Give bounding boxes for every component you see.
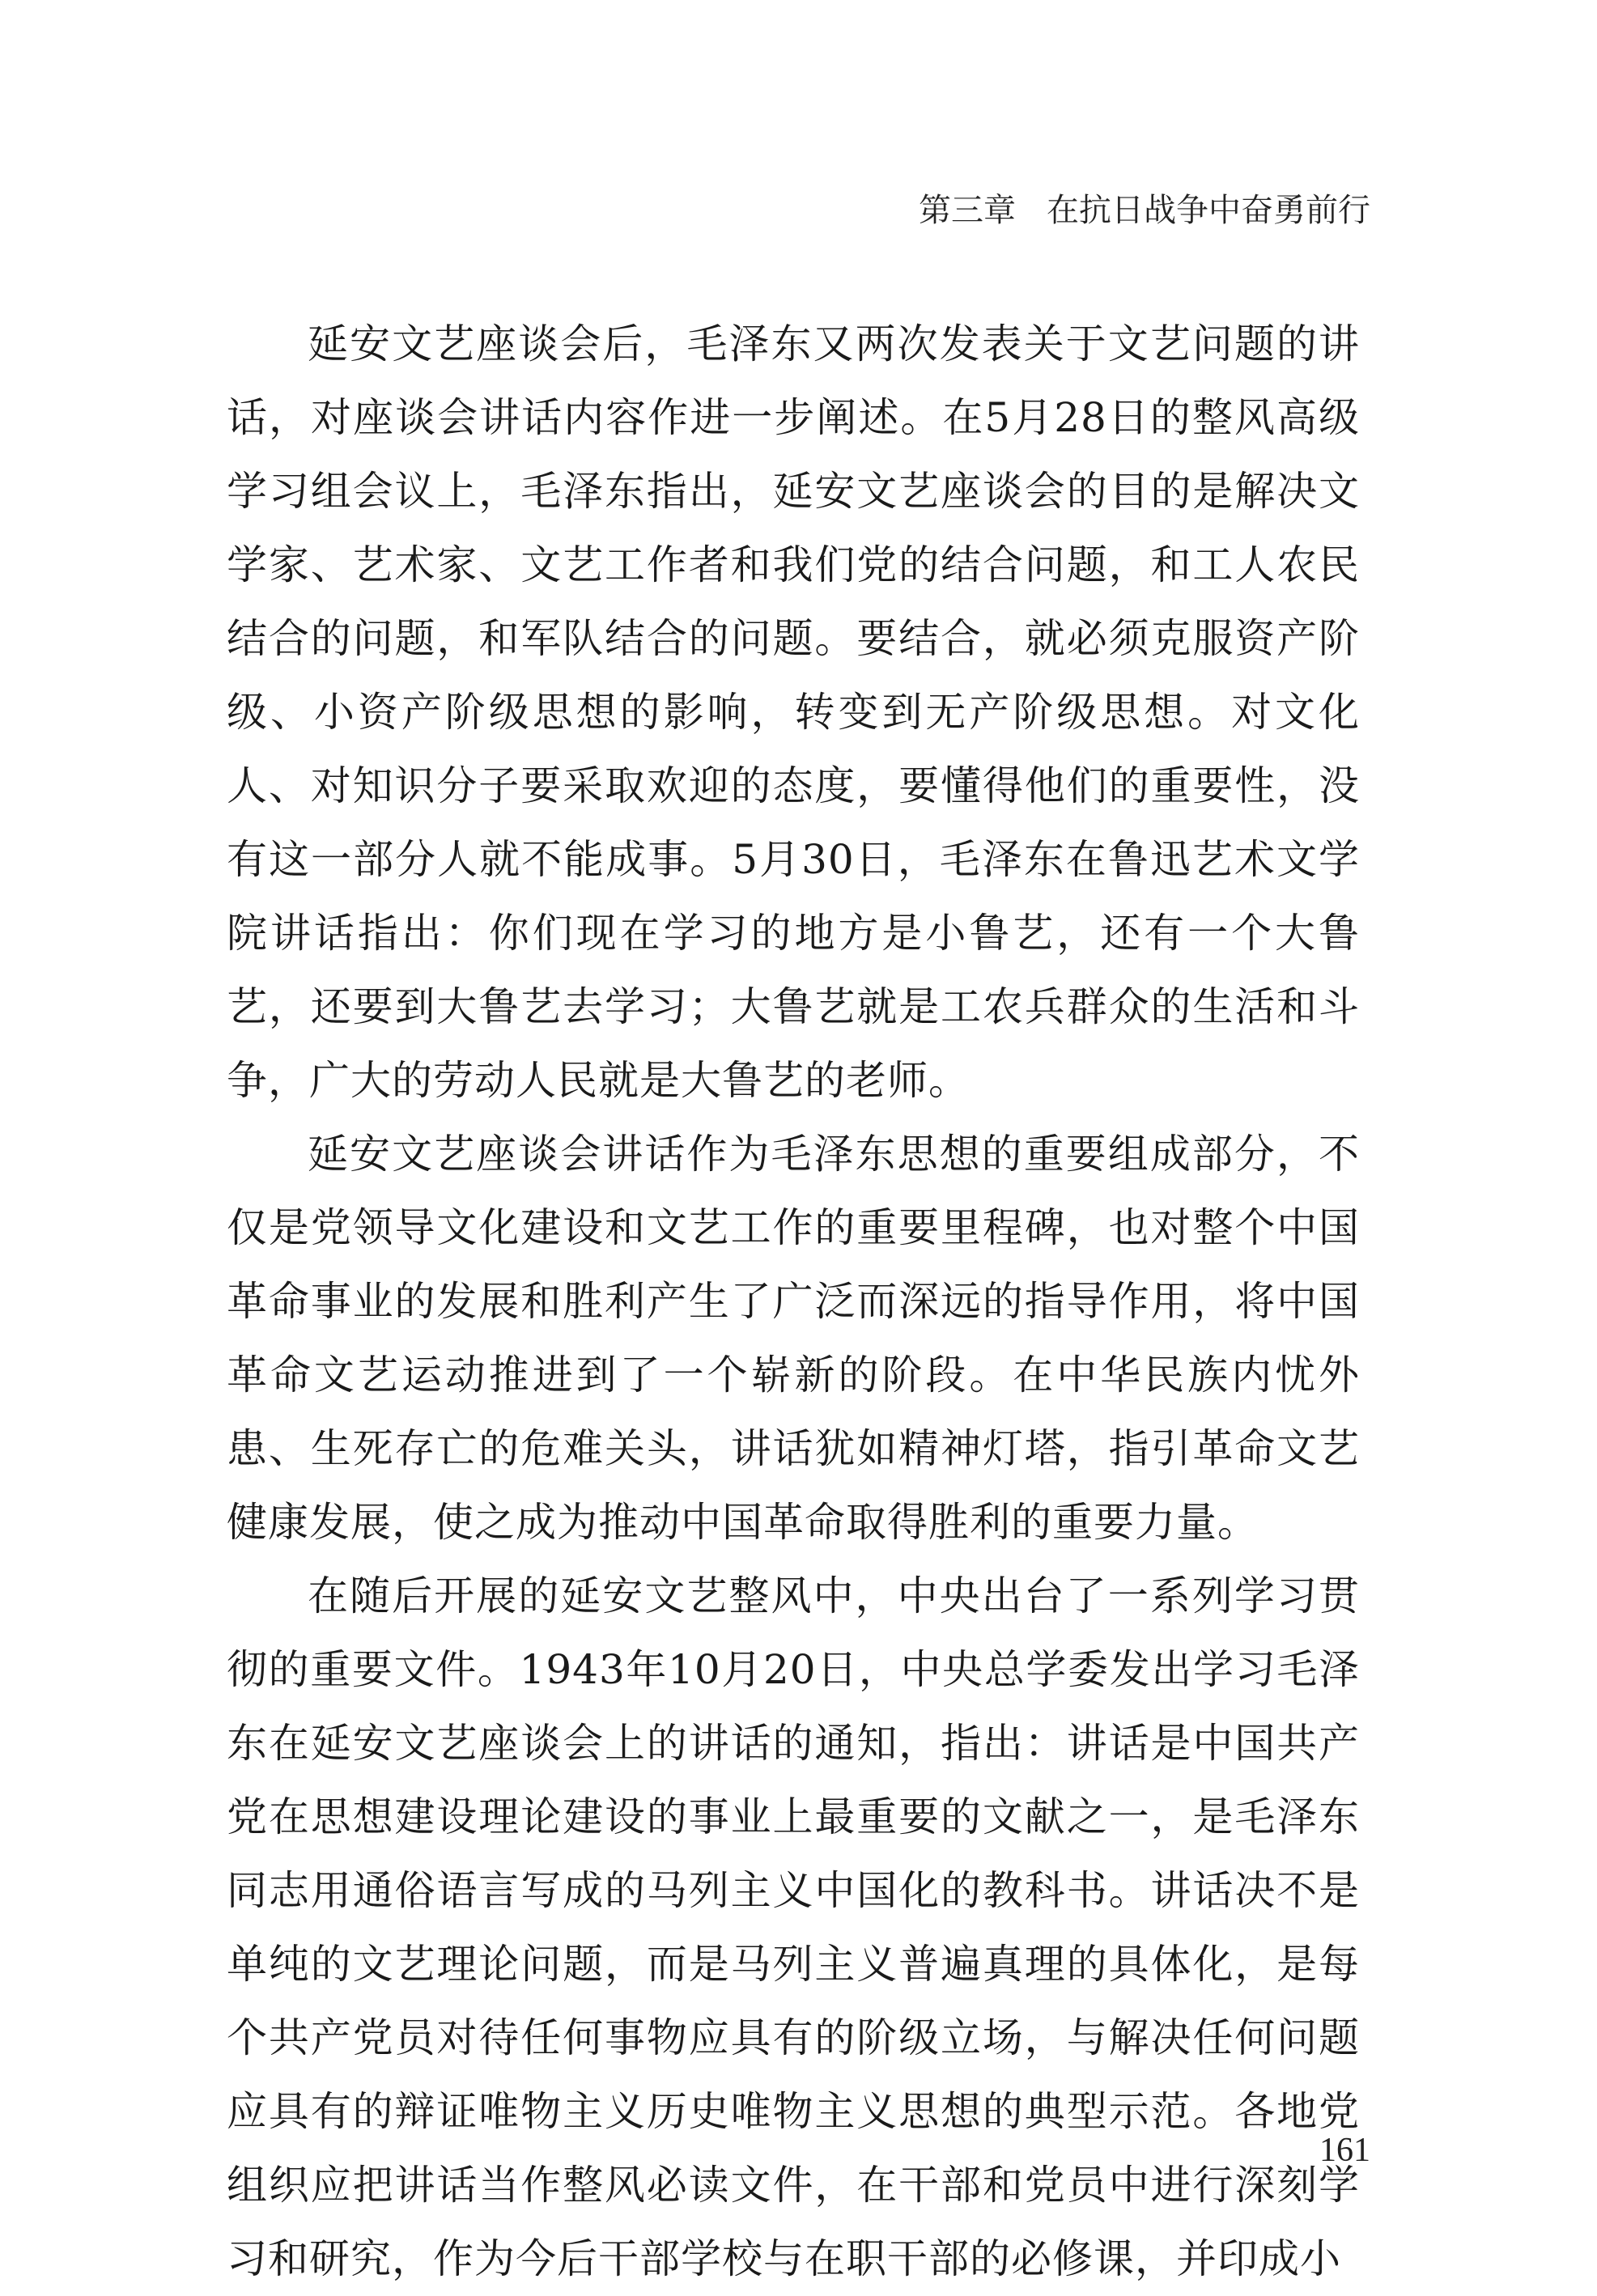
page-number: 161 xyxy=(1319,2132,1370,2169)
paragraph-2: 延安文艺座谈会讲话作为毛泽东思想的重要组成部分，不仅是党领导文化建设和文艺工作的重要里程碑，也对整个中国革命事业的发展和胜利产生了广泛而深远的指导作用，将中国革命文艺运动推进到了一个崭新的阶段。在中华民族内忧外患、生死存亡的危难关头，讲话犹如精神灯塔，指引革命文艺健康发展，使之成为推动中国革命取得胜利的重要力量。 xyxy=(227,1131,1360,1546)
chapter-title: 在抗日战争中奋勇前行 xyxy=(1047,192,1370,229)
chapter-label: 第三章 xyxy=(919,192,1016,229)
body-text xyxy=(227,308,1360,2296)
paragraph-3: 在随后开展的延安文艺整风中，中央出台了一系列学习贯彻的重要文件。1943年10月20日，中央总学委发出学习毛泽东在延安文艺座谈会上的讲话的通知，指出：讲话是中国共产党在思想建设理论建设的事业上最重要的文献之一，是毛泽东同志用通俗语言写成的马列主义中国化的教科书。讲话决不是单纯的文艺理论问题，而是马列主义普遍真理的具体化，是每个共产党员对待任何事物应具有的阶级立场，与解决任何问题应具有的辩证唯物主义历史唯物主义思想的典型示范。各地党组织应把讲话当作整风必读文件，在干部和党员中进行深刻学习和研究，作为今后干部学校与在职干部的必修课，并印成小 xyxy=(227,1572,1360,2282)
paragraph-1: 延安文艺座谈会后，毛泽东又两次发表关于文艺问题的讲话，对座谈会讲话内容作进一步阐述。在5月28日的整风高级学习组会议上，毛泽东指出，延安文艺座谈会的目的是解决文学家、艺术家、文艺工作者和我们党的结合问题，和工人农民结合的问题，和军队结合的问题。要结合，就必须克服资产阶级、小资产阶级思想的影响，转变到无产阶级思想。对文化人、对知识分子要采取欢迎的态度，要懂得他们的重要性，没有这一部分人就不能成事。5月30日，毛泽东在鲁迅艺术文学院讲话指出：你们现在学习的地方是小鲁艺，还有一个大鲁艺，还要到大鲁艺去学习；大鲁艺就是工农兵群众的生活和斗争，广大的劳动人民就是大鲁艺的老师。 xyxy=(227,320,1360,1104)
running-head xyxy=(919,191,1370,230)
